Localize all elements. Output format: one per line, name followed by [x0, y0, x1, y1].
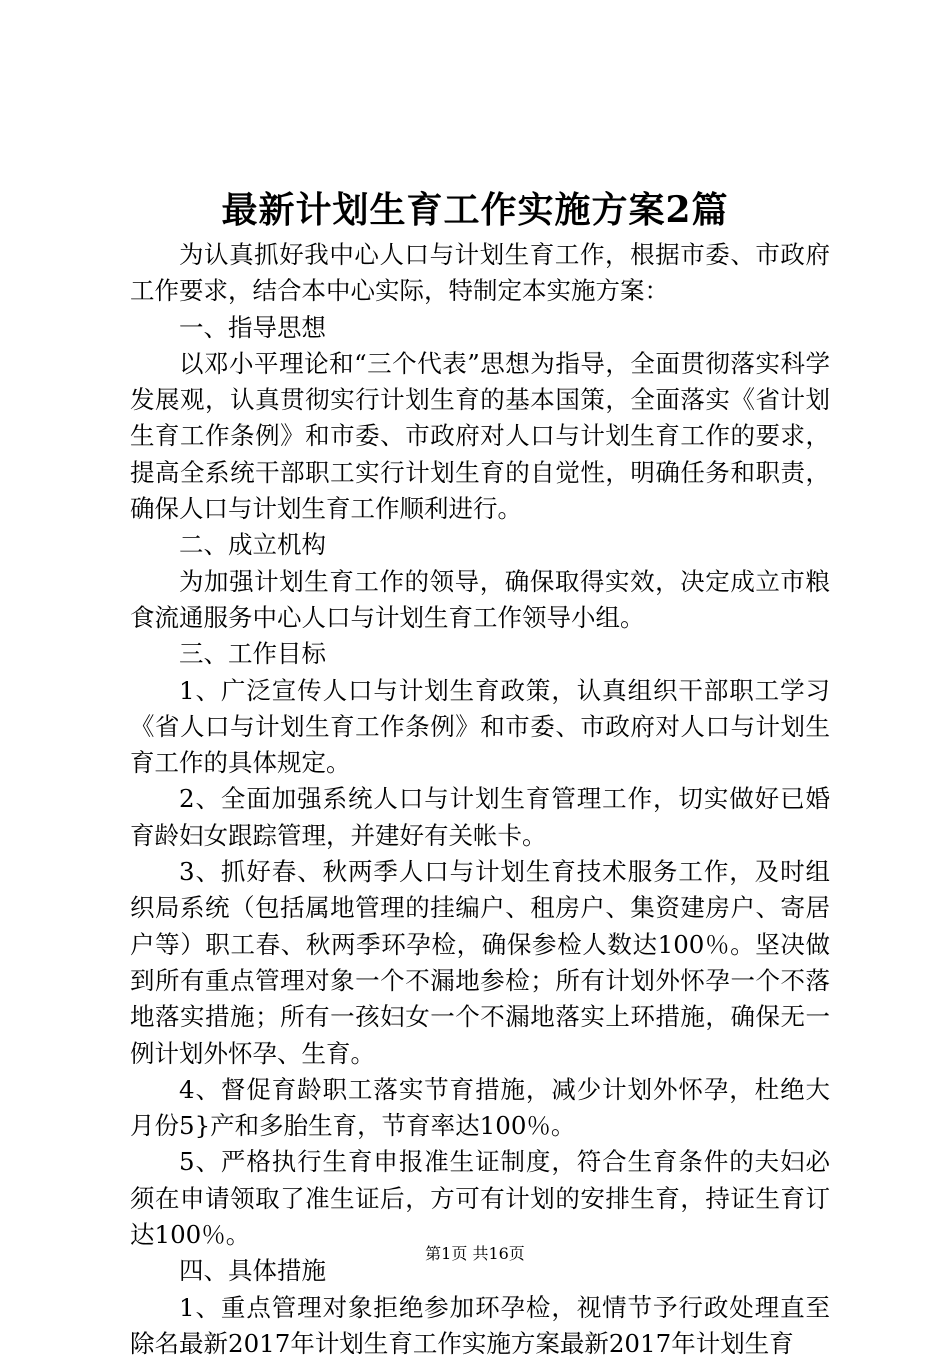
document-title: 最新计划生育工作实施方案2篇	[221, 189, 729, 231]
section-heading-3: 三、工作目标	[179, 639, 326, 669]
document-body	[130, 237, 830, 1362]
list-item: 5、严格执行生育申报准生证制度，符合生育条件的夫妇必须在申请领取了准生证后，方可有计划的安排生育，持证生育订达100％。	[130, 1147, 830, 1250]
list-item: 4、督促育龄职工落实节育措施，减少计划外怀孕，杜绝大月份5}产和多胎生育，节育率达100％。	[130, 1074, 830, 1141]
page-footer: 第1页 共16页	[425, 1244, 525, 1263]
section-heading-2: 二、成立机构	[179, 530, 326, 560]
section-heading-4: 四、具体措施	[179, 1256, 326, 1286]
section-heading-1: 一、指导思想	[179, 312, 326, 342]
paragraph-intro: 为认真抓好我中心人口与计划生育工作，根据市委、市政府工作要求，结合本中心实际，特制定本实施方案：	[130, 240, 830, 306]
list-item: 3、抓好春、秋两季人口与计划生育技术服务工作，及时组织局系统（包括属地管理的挂编户、租房户、集资建房户、寄居户等）职工春、秋两季环孕检，确保参检人数达100％。坚决做到所有重点管理对象一个不漏地参检；所有计划外怀孕一个不落地落实措施；所有一孩妇女一个不漏地落实上环措施，确保无一例计划外怀孕、生育。	[130, 857, 830, 1068]
paragraph: 为加强计划生育工作的领导，确保取得实效，决定成立市粮食流通服务中心人口与计划生育工作领导小组。	[130, 566, 830, 632]
list-item: 1、广泛宣传人口与计划生育政策，认真组织干部职工学习《省人口与计划生育工作条例》和市委、市政府对人口与计划生育工作的具体规定。	[130, 675, 830, 778]
list-item: 1、重点管理对象拒绝参加环孕检，视情节予行政处理直至除名最新2017年计划生育工作实施方案最新2017年计划生育	[130, 1292, 830, 1358]
list-item: 2、全面加强系统人口与计划生育管理工作，切实做好已婚育龄妇女跟踪管理，并建好有关帐卡。	[130, 784, 830, 850]
paragraph: 以邓小平理论和“三个代表”思想为指导，全面贯彻落实科学发展观，认真贯彻实行计划生育的基本国策，全面落实《省计划生育工作条例》和市委、市政府对人口与计划生育工作的要求，提高全系统干部职工实行计划生育的自觉性，明确任务和职责，确保人口与计划生育工作顺利进行。	[130, 348, 830, 524]
